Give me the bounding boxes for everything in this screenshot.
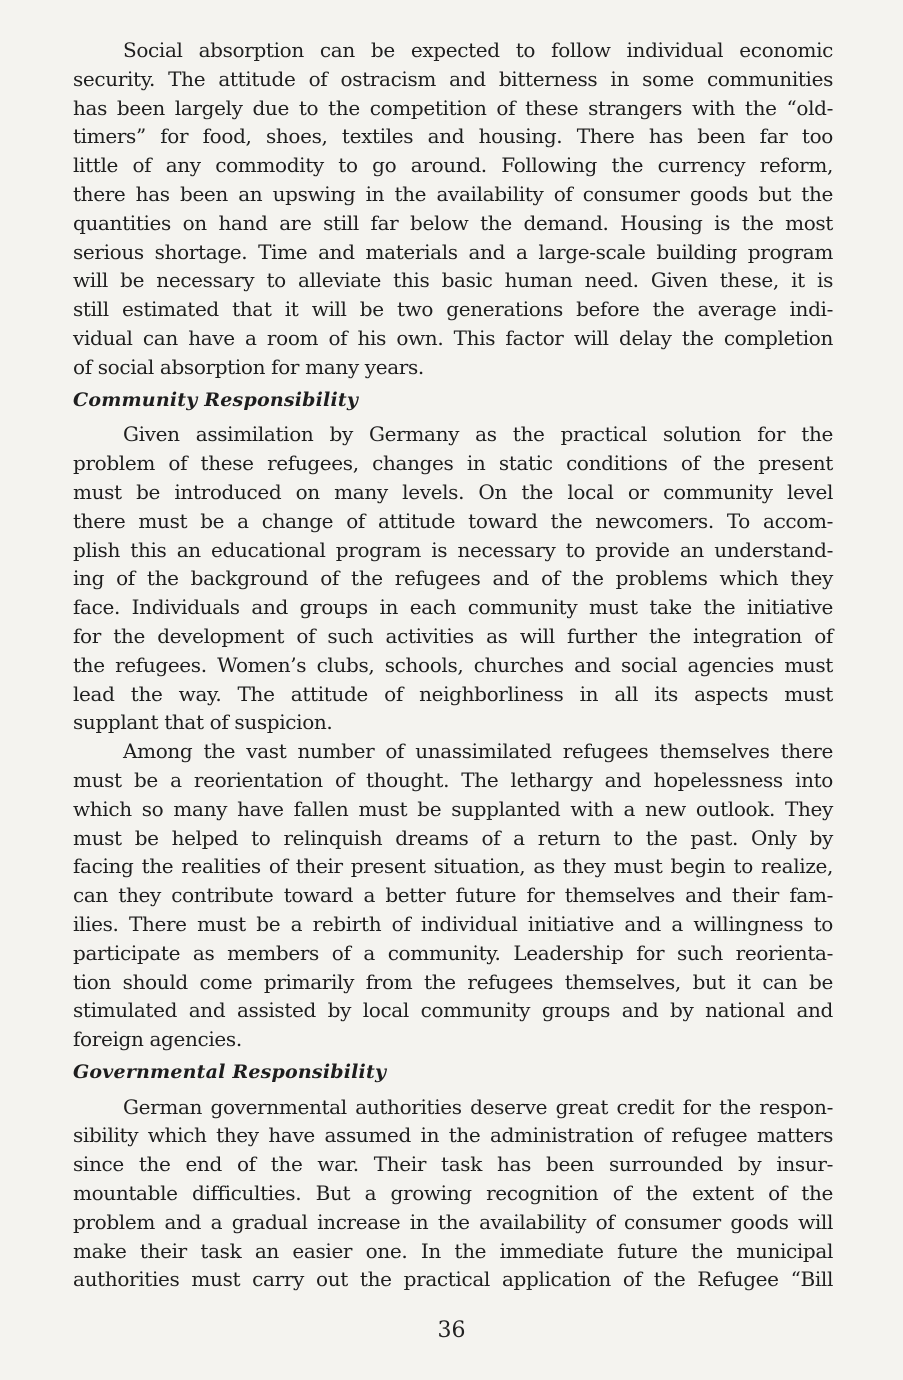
text-line: security. The attitude of ostracism and bitterness in some communities bbox=[73, 66, 833, 91]
text-line: for the development of such activities as will further the integration of bbox=[73, 623, 833, 648]
text-line: stimulated and assisted by local community groups and by national and bbox=[73, 998, 833, 1023]
text-line: facing the realities of their present situation, as they must begin to realize, bbox=[73, 854, 833, 879]
text-line: vidual can have a room of his own. This factor will delay the completion bbox=[73, 325, 833, 350]
text-line: tion should come primarily from the refugees themselves, but it can be bbox=[73, 969, 833, 994]
text-line: participate as members of a community. Leadership for such reorienta- bbox=[73, 940, 833, 965]
paragraph-community bbox=[73, 420, 833, 737]
text-line: there has been an upswing in the availability of consumer goods but the bbox=[73, 181, 833, 206]
text-line: ilies. There must be a rebirth of individual initiative and a willingness to bbox=[73, 911, 833, 936]
text-line: authorities must carry out the practical application of the Refugee “Bill bbox=[73, 1267, 833, 1292]
section-heading-governmental: Governmental Responsibility bbox=[73, 1060, 387, 1083]
text-line: face. Individuals and groups in each community must take the initiative bbox=[73, 595, 833, 620]
text-line: problem of these refugees, changes in static conditions of the present bbox=[73, 451, 833, 476]
text-line: timers” for food, shoes, textiles and housing. There has been far too bbox=[73, 124, 833, 149]
text-line: must be a reorientation of thought. The lethargy and hopelessness into bbox=[73, 767, 833, 792]
paragraph-reorientation bbox=[73, 737, 833, 1054]
text-line: foreign agencies. bbox=[73, 1027, 242, 1052]
text-line: must be helped to relinquish dreams of a return to the past. Only by bbox=[73, 825, 833, 850]
section-heading-community: Community Responsibility bbox=[73, 388, 359, 411]
paragraph-governmental bbox=[73, 1093, 833, 1295]
text-line: ing of the background of the refugees and of the problems which they bbox=[73, 566, 833, 591]
text-line: make their task an easier one. In the immediate future the municipal bbox=[73, 1238, 833, 1263]
text-line: Among the vast number of unassimilated refugees themselves there bbox=[123, 739, 833, 764]
text-line: sibility which they have assumed in the administration of refugee matters bbox=[73, 1123, 833, 1148]
text-line: supplant that of suspicion. bbox=[73, 710, 333, 735]
text-line: must be introduced on many levels. On the local or community level bbox=[73, 479, 833, 504]
text-line: has been largely due to the competition of these strangers with the “old- bbox=[73, 95, 833, 120]
text-line: Social absorption can be expected to follow individual economic bbox=[123, 38, 833, 62]
text-line: quantities on hand are still far below the demand. Housing is the most bbox=[73, 210, 833, 235]
text-line: Given assimilation by Germany as the practical solution for the bbox=[123, 422, 833, 447]
text-line: German governmental authorities deserve great credit for the respon- bbox=[123, 1094, 833, 1119]
text-line: of social absorption for many years. bbox=[73, 354, 424, 379]
text-line: lead the way. The attitude of neighborliness in all its aspects must bbox=[73, 681, 833, 706]
text-line: serious shortage. Time and materials and a large-scale building program bbox=[73, 239, 833, 264]
page-number: 36 bbox=[437, 1318, 466, 1343]
text-line: can they contribute toward a better future for themselves and their fam- bbox=[73, 883, 833, 908]
text-line: will be necessary to alleviate this basic human need. Given these, it is bbox=[73, 268, 833, 293]
text-line: problem and a gradual increase in the availability of consumer goods will bbox=[73, 1209, 833, 1234]
text-line: there must be a change of attitude toward the newcomers. To accom- bbox=[73, 508, 833, 533]
text-line: the refugees. Women’s clubs, schools, churches and social agencies must bbox=[73, 652, 833, 677]
text-line: which so many have fallen must be supplanted with a new outlook. They bbox=[73, 796, 833, 821]
text-line: since the end of the war. Their task has been surrounded by insur- bbox=[73, 1152, 833, 1177]
text-line: little of any commodity to go around. Following the currency reform, bbox=[73, 153, 833, 178]
text-line: plish this an educational program is necessary to provide an understand- bbox=[73, 537, 833, 562]
text-line: still estimated that it will be two generations before the average indi- bbox=[73, 297, 833, 322]
body-text bbox=[73, 36, 833, 1294]
paragraph-social-absorption bbox=[73, 36, 833, 382]
text-line: mountable difficulties. But a growing recognition of the extent of the bbox=[73, 1181, 833, 1206]
